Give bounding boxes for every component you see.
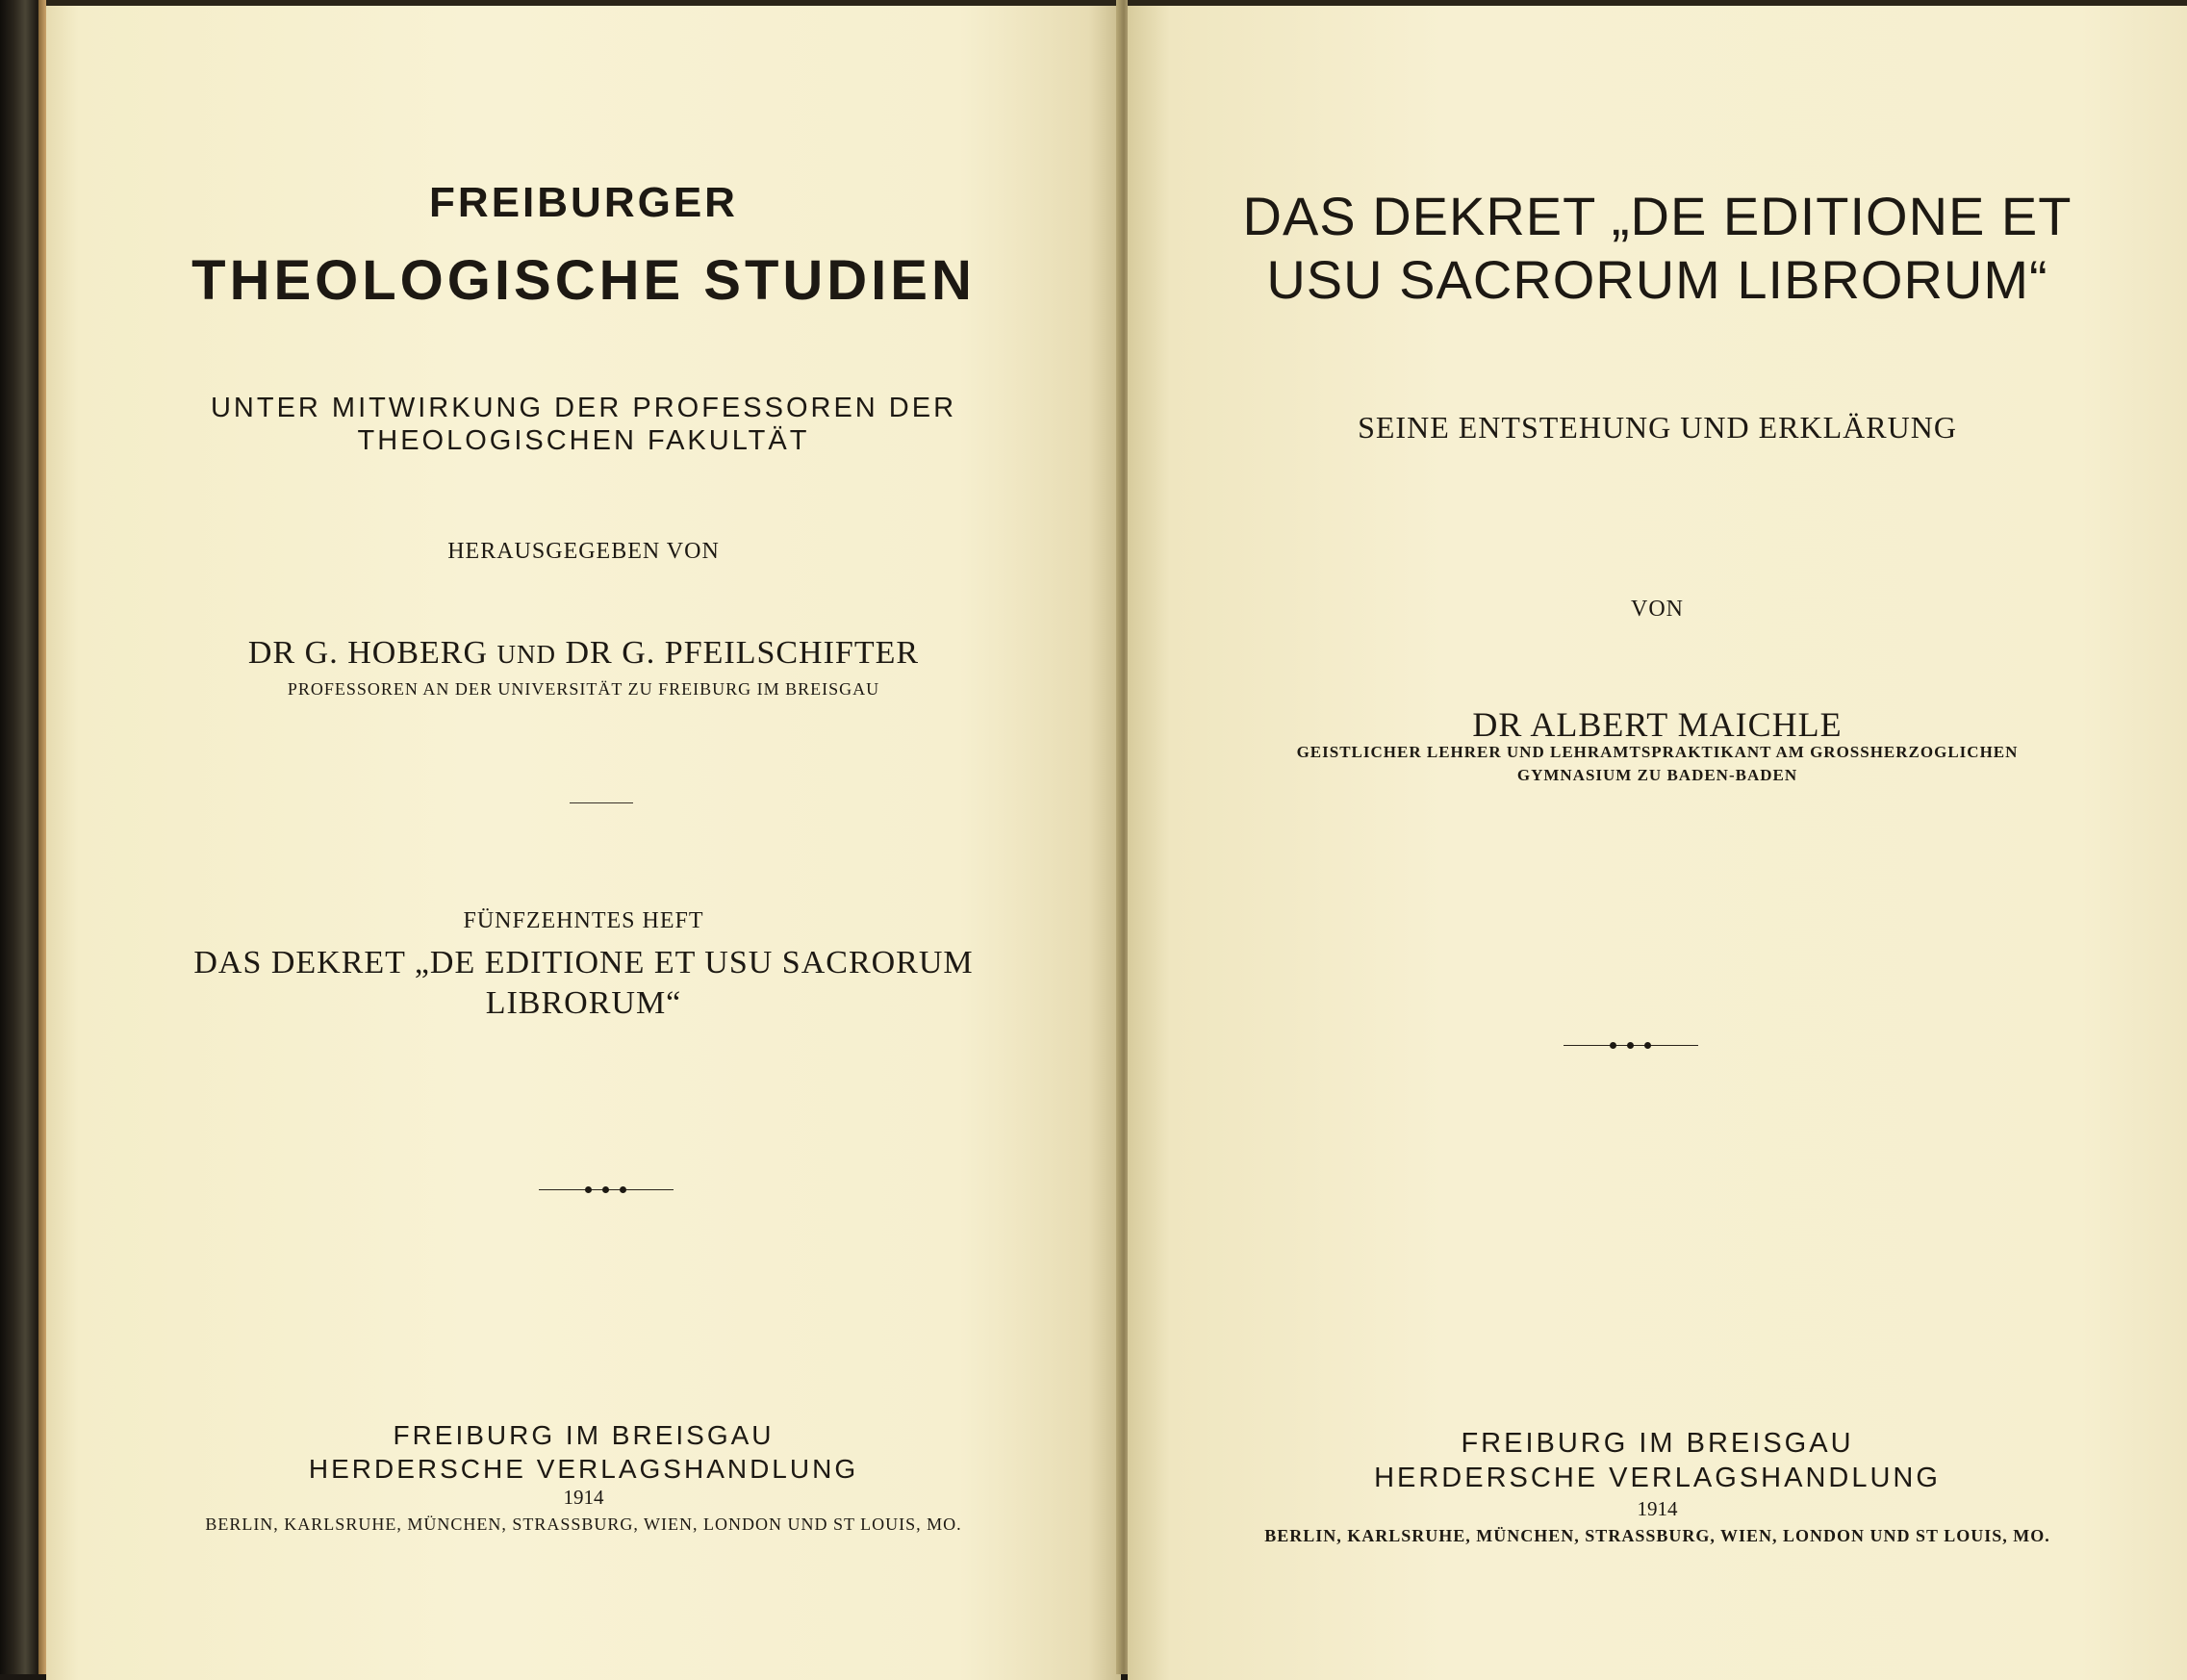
imprint-year: 1914	[1637, 1497, 1678, 1520]
editors-line	[46, 635, 1121, 672]
title-line2: USU SACRORUM LIBRORUM“	[1266, 249, 2048, 310]
imprint-city: FREIBURG IM BREISGAU	[393, 1420, 775, 1450]
imprint-publisher: HERDERSCHE VERLAGSHANDLUNG	[1374, 1463, 1941, 1493]
volume-title-line2: LIBRORUM“	[485, 985, 682, 1021]
editors-conjunction: UND	[496, 640, 556, 669]
imprint-year: 1914	[563, 1486, 604, 1509]
author-position-line1: GEISTLICHER LEHRER UND LEHRAMTSPRAKTIKANT AM GROSSHERZOGLICHEN	[1296, 743, 2019, 761]
ornament-divider	[539, 1185, 674, 1195]
editor1-name: G. HOBERG	[304, 635, 488, 671]
subtitle: SEINE ENTSTEHUNG UND ERKLÄRUNG	[1358, 410, 1957, 445]
author-line	[1128, 704, 2187, 745]
cooperation-line1: UNTER MITWIRKUNG DER PROFESSOREN DER	[210, 393, 957, 423]
editor1-title: DR	[247, 635, 296, 671]
author-position-line2: GYMNASIUM ZU BADEN-BADEN	[1516, 766, 1798, 784]
volume-label: FÜNFZEHNTES HEFT	[463, 908, 704, 933]
imprint-publisher: HERDERSCHE VERLAGSHANDLUNG	[308, 1454, 859, 1484]
title-line1: DAS DEKRET „DE EDITIONE ET	[1242, 186, 2073, 246]
author-name: ALBERT MAICHLE	[1530, 705, 1843, 744]
series-title-line2: THEOLOGISCHE STUDIEN	[191, 249, 976, 312]
imprint-branches: BERLIN, KARLSRUHE, MÜNCHEN, STRASSBURG, WIEN, LONDON UND ST LOUIS, MO.	[1264, 1526, 2050, 1545]
cooperation-line2: THEOLOGISCHEN FAKULTÄT	[357, 425, 810, 456]
editor2-title: DR	[565, 635, 613, 671]
ornament-divider	[1564, 1041, 1698, 1051]
editors-affiliation: PROFESSOREN AN DER UNIVERSITÄT ZU FREIBURG IM BREISGAU	[287, 679, 880, 699]
right-page	[1128, 0, 2187, 1680]
imprint-branches: BERLIN, KARLSRUHE, MÜNCHEN, STRASSBURG, WIEN, LONDON UND ST LOUIS, MO.	[205, 1515, 962, 1534]
author-title: DR	[1472, 705, 1523, 744]
short-divider	[570, 802, 633, 803]
book-binding	[0, 0, 46, 1674]
by-word: VON	[1631, 597, 1684, 622]
edited-by: HERAUSGEGEBEN VON	[447, 539, 720, 564]
series-title-line1: FREIBURGER	[429, 179, 738, 226]
volume-title-line1: DAS DEKRET „DE EDITIONE ET USU SACRORUM	[193, 945, 974, 980]
left-page	[46, 0, 1121, 1680]
imprint-city: FREIBURG IM BREISGAU	[1461, 1428, 1854, 1459]
editor2-name: G. PFEILSCHIFTER	[622, 635, 920, 671]
